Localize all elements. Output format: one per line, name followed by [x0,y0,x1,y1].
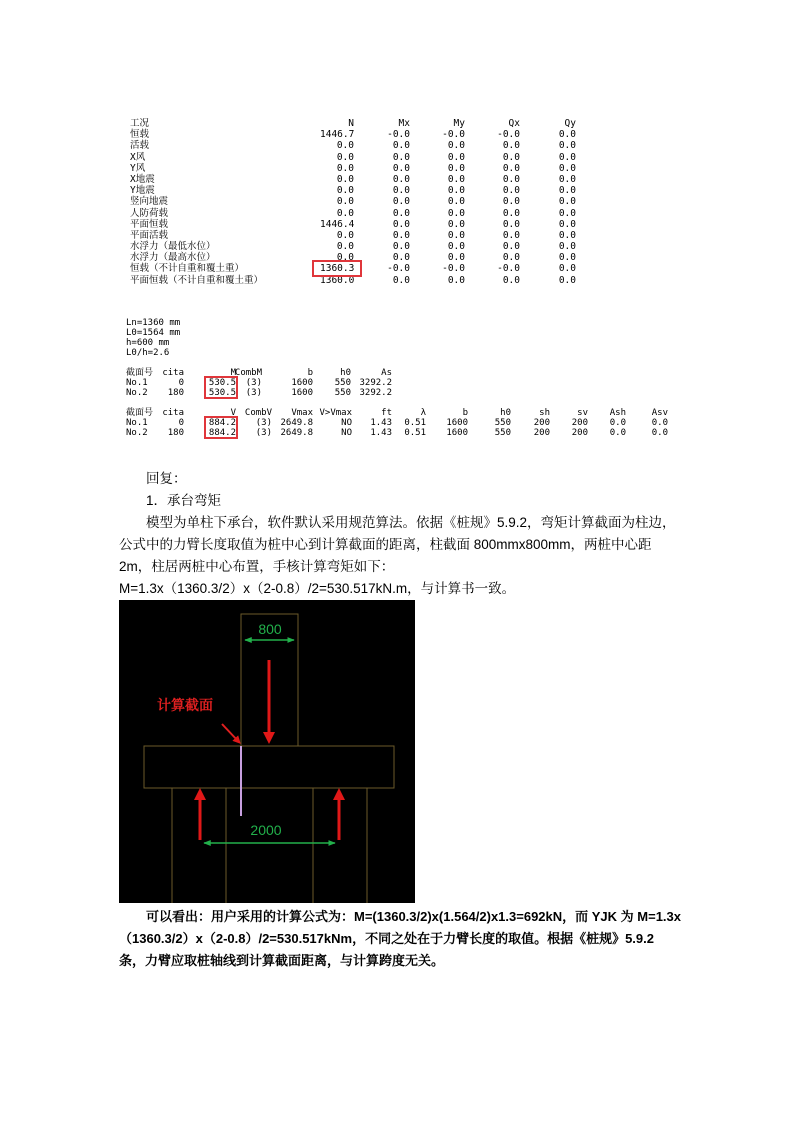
load-case-value: 0.0 [502,274,520,286]
table-cell: 2649.8 [280,418,313,428]
table-cell: 1600 [291,378,313,388]
load-case-value: 0.0 [447,218,465,230]
table-header-cell: CombV [244,408,272,418]
load-case-value: 0.0 [336,229,354,241]
load-case-value: 0.0 [558,207,576,219]
table-header-cell: As [381,368,392,378]
formula-line: M=1.3x（1360.3/2）x（2-0.8）/2=530.517kN.m，与计算书一致。 [119,581,516,596]
paragraph-line-1: 模型为单柱下承台，软件默认采用规范算法。依据《桩规》5.9.2，弯矩计算截面为柱边， [146,515,676,530]
load-case-name: 水浮力（最高水位） [130,252,216,264]
load-case-value: 0.0 [392,229,410,241]
table-cell: No.1 [126,418,148,428]
table-cell: (3) [245,388,262,398]
table-cell: 884.2 [208,418,236,428]
table-cell: 884.2 [208,428,236,438]
load-case-value: -0.0 [497,263,520,275]
load-case-value: 0.0 [502,207,520,219]
table-cell: NO [341,418,352,428]
load-case-value: 0.0 [392,151,410,163]
table-header-cell: h0 [340,368,351,378]
table-cell: 0 [178,418,184,428]
load-case-value: 0.0 [336,207,354,219]
load-case-value: 0.0 [558,140,576,152]
parameter-block [126,318,180,358]
load-case-value: 0.0 [447,241,465,253]
table-cell: 180 [167,428,184,438]
load-case-value: 0.0 [447,252,465,264]
table-cell: 550 [494,418,511,428]
load-case-name: 平面恒载（不计自重和覆土重） [130,274,264,286]
load-case-value: -0.0 [387,129,410,141]
conclusion-line-1: 可以看出：用户采用的计算公式为：M=(1360.3/2)x(1.564/2)x1.3=692kN，而 YJK 为 M=1.3x [146,909,681,924]
load-case-value: 0.0 [336,241,354,253]
load-case-value: 0.0 [558,162,576,174]
load-case-value: 0.0 [336,252,354,264]
load-case-value: 0.0 [447,151,465,163]
header-qy: Qy [564,118,576,129]
reply-heading: 回复： [146,471,187,486]
load-case-value: 0.0 [558,274,576,286]
param-ln: Ln=1360 mm [126,318,181,328]
table-cell: 200 [533,418,550,428]
table-header-cell: sv [577,408,588,418]
load-case-name: 恒载 [130,129,150,141]
load-case-value: 0.0 [447,196,465,208]
load-case-value: 0.0 [502,229,520,241]
table-cell: 530.5 [208,378,236,388]
table-cell: 200 [571,428,588,438]
load-case-value: 0.0 [558,263,576,275]
load-case-value: 0.0 [558,185,576,197]
table-cell: 3292.2 [359,378,392,388]
table-cell: No.2 [126,428,148,438]
paragraph-line-2: 公式中的力臂长度取值为桩中心到计算截面的距离，柱截面 800mmx800mm，两桩中心距 [119,537,652,552]
table-header-cell: 截面号 [126,408,154,418]
load-case-value: 1446.4 [320,218,355,230]
table-header-cell: cita [162,368,184,378]
pile-spacing-label: 2000 [250,822,282,838]
table-header-cell: ft [381,408,392,418]
table-cell: (3) [255,418,272,428]
table-cell: 2649.8 [280,428,313,438]
load-case-value: 0.0 [502,218,520,230]
load-case-value: 0.0 [558,173,576,185]
load-case-value: 0.0 [392,274,410,286]
load-case-value: 0.0 [392,241,410,253]
table-cell: (3) [255,428,272,438]
table-header-cell: b [307,368,313,378]
table-header-cell: Vmax [291,408,313,418]
header-my: My [453,118,465,129]
load-case-value: 0.0 [392,207,410,219]
load-case-value: 0.0 [447,173,465,185]
highlight-box-shear [204,416,238,439]
section-title-cap-moment: 1．承台弯矩 [146,493,222,508]
load-case-value: 0.0 [502,185,520,197]
table-header-cell: CombM [234,368,262,378]
load-case-value: 0.0 [502,151,520,163]
load-case-value: 0.0 [392,252,410,264]
load-case-value: 0.0 [392,218,410,230]
load-case-value: 0.0 [558,229,576,241]
load-case-name: Y风 [130,162,146,174]
header-qx: Qx [508,118,520,129]
table-cell: 1.43 [370,428,392,438]
table-cell: 550 [334,378,351,388]
table-header-cell: h0 [500,408,511,418]
load-case-value: 0.0 [336,185,354,197]
load-case-value: 0.0 [558,151,576,163]
load-case-value: 0.0 [502,241,520,253]
load-case-name: X风 [130,151,146,163]
table-cell: 3292.2 [359,388,392,398]
table-header-cell: λ [420,408,426,418]
table-cell: (3) [245,378,262,388]
table-cell: 200 [533,428,550,438]
load-case-value: 0.0 [392,173,410,185]
load-case-value: -0.0 [442,129,465,141]
header-mx: Mx [398,118,410,129]
cap-outline [144,746,394,788]
load-case-value: 0.0 [558,196,576,208]
load-case-value: 0.0 [336,173,354,185]
table-cell: 550 [494,428,511,438]
table-cell: 200 [571,418,588,428]
load-case-value: 1446.7 [320,129,355,141]
load-case-value: 1360.0 [320,274,355,286]
load-case-value: 0.0 [336,151,354,163]
load-case-value: 0.0 [392,185,410,197]
load-case-value: 0.0 [558,129,576,141]
highlight-box-n-1360 [312,260,362,277]
table-cell: 0.0 [609,428,626,438]
load-case-name: 恒载（不计自重和覆土重） [130,263,245,275]
param-h: h=600 mm [126,338,170,348]
pile-cap-diagram [119,600,415,903]
param-l0h: L0/h=2.6 [126,348,170,358]
load-case-value: 0.0 [502,140,520,152]
pile-cap-svg [119,600,415,903]
table-cell: 1600 [446,418,468,428]
load-case-value: 0.0 [447,229,465,241]
load-case-value: 0.0 [447,162,465,174]
load-case-value: 0.0 [558,218,576,230]
load-case-value: 0.0 [502,173,520,185]
load-case-value: 0.0 [336,196,354,208]
load-case-value: 0.0 [447,140,465,152]
table-header-cell: V>Vmax [319,408,352,418]
table-header-cell: 截面号 [126,368,154,378]
table-cell: No.2 [126,388,148,398]
load-case-name: 平面恒载 [130,218,169,230]
table-cell: 550 [334,388,351,398]
table-cell: 0.0 [651,418,668,428]
column-width-label: 800 [258,621,282,637]
table-cell: 180 [167,388,184,398]
paragraph-line-3: 2m，柱居两桩中心布置，手核计算弯矩如下： [119,559,395,574]
highlight-box-moment [204,376,238,399]
section-label: 计算截面 [157,698,213,714]
table-cell: 0.0 [609,418,626,428]
load-case-value: 0.0 [392,196,410,208]
load-case-value: 0.0 [447,274,465,286]
table-header-cell: cita [162,408,184,418]
load-case-value: 0.0 [558,252,576,264]
load-case-name: 竖向地震 [130,196,169,208]
load-case-name: Y地震 [130,185,155,197]
load-case-value: -0.0 [442,263,465,275]
load-case-name: 水浮力（最低水位） [130,241,216,253]
load-case-name: 人防荷载 [130,207,169,219]
load-case-value: 1360.3 [320,263,355,275]
load-case-value: 0.0 [558,241,576,253]
load-case-value: 0.0 [392,162,410,174]
load-case-value: 0.0 [502,252,520,264]
conclusion-line-3: 条，力臂应取桩轴线到计算截面距离，与计算跨度无关。 [119,953,445,968]
load-case-value: 0.0 [336,162,354,174]
table-header-cell: b [462,408,468,418]
table-cell: 1.43 [370,418,392,428]
table-header-cell: V [230,408,236,418]
table-cell: 0.51 [404,428,426,438]
load-case-name: X地震 [130,173,155,185]
table-header-cell: M [230,368,236,378]
table-header-cell: sh [539,408,550,418]
table-cell: No.1 [126,378,148,388]
load-case-name: 平面活载 [130,229,169,241]
load-case-value: 0.0 [392,140,410,152]
load-case-name: 活载 [130,140,150,152]
load-case-value: -0.0 [387,263,410,275]
load-case-value: -0.0 [497,129,520,141]
load-case-value: 0.0 [502,162,520,174]
load-case-value: 0.0 [502,196,520,208]
table-cell: NO [341,428,352,438]
table-header-cell: Asv [651,408,668,418]
table-header-cell: Ash [609,408,626,418]
table-cell: 0.0 [651,428,668,438]
load-case-value: 0.0 [447,185,465,197]
table-cell: 1600 [291,388,313,398]
table-cell: 0 [178,378,184,388]
header-n: N [348,118,354,129]
header-case: 工况 [130,118,150,129]
conclusion-line-2: （1360.3/2）x（2-0.8）/2=530.517kNm，不同之处在于力臂长度的取值。根据《桩规》5.9.2 [119,931,654,946]
load-case-value: 0.0 [336,140,354,152]
table-cell: 1600 [446,428,468,438]
table-cell: 530.5 [208,388,236,398]
section-pointer-arrow [222,724,238,741]
table-cell: 0.51 [404,418,426,428]
param-l0: L0=1564 mm [126,328,181,338]
load-case-value: 0.0 [447,207,465,219]
